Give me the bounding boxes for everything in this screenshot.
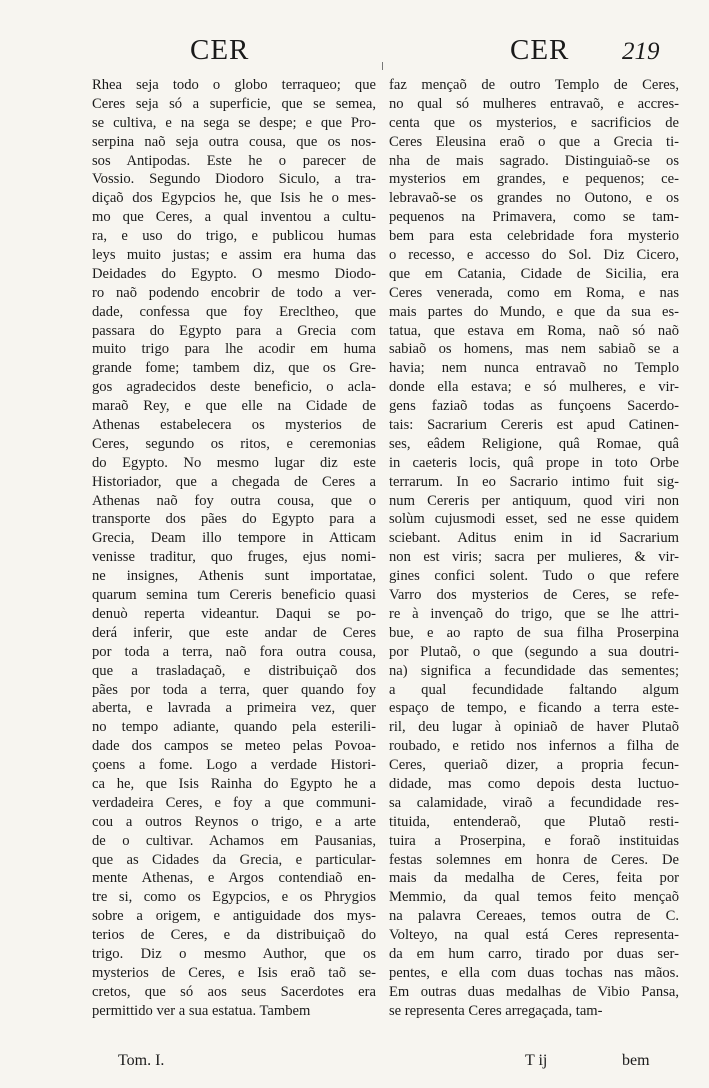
text-line: denuò reperta videantur. Daqui se po- (92, 605, 376, 622)
text-line: Athenas naõ foy outra cousa, que o (92, 492, 376, 509)
text-line: diçaõ dos Egypcios he, que Isis he o mes- (92, 190, 376, 207)
text-line: Ceres seja só a superficie, que se semea, (92, 95, 376, 112)
text-line: Ceres venerada, como em Roma, e nas (389, 284, 679, 301)
volume-mark: Tom. I. (118, 1052, 165, 1069)
text-line: gos agradecidos deste beneficio, o acla- (92, 379, 376, 396)
text-line: donde ella estava; e só mulheres, e vir- (389, 379, 679, 396)
text-line: Em outras duas medalhas de Vibio Pansa, (389, 983, 679, 1000)
text-line: centa que os mysterios, e sacrificios de (389, 114, 679, 131)
text-line: mais da medalha de Ceres, feita por (389, 870, 679, 887)
text-line: sabiaõ os homens, mas nem sabiaõ se a (389, 341, 679, 358)
text-line: ra, e uso do trigo, e publicou humas (92, 228, 376, 245)
text-line: re à invençaõ do trigo, que se lhe attri- (389, 605, 679, 622)
text-line: quarum semina tum Cereris beneficio quasi (92, 587, 376, 604)
text-line: do Egypto. No mesmo lugar diz este (92, 454, 376, 471)
text-line: Vossio. Segundo Diodoro Siculo, a tra- (92, 171, 376, 188)
text-line: se cultiva, e na sega se despe; e que Pro- (92, 114, 376, 131)
text-line: passara do Egypto para a Grecia com (92, 322, 376, 339)
text-line: mysterios em grandes, e pequenos; ce- (389, 171, 679, 188)
text-line: ne insignes, Athenis sunt importatae, (92, 568, 376, 585)
text-line: transporte dos pães do Egypto para a (92, 511, 376, 528)
text-line: mysterios de Ceres, e Isis eraõ taõ se- (92, 964, 376, 981)
text-line: Ceres, queriaõ dizer, a propria fecun- (389, 757, 679, 774)
text-line: roubado, e retido nos infernos a filha de (389, 738, 679, 755)
text-line: ses, eâdem Religione, quâ Romae, quâ (389, 435, 679, 452)
text-line: faz mençaõ de outro Templo de Ceres, (389, 77, 679, 93)
text-line: terrarum. In eo Sacrario intimo fuit sig- (389, 473, 679, 490)
text-line: permittido ver a sua estatua. Tambem (92, 1002, 311, 1019)
text-line: o recesso, e accesso do Sol. Diz Cicero, (389, 247, 679, 264)
text-line: Historiador, que a chegada de Ceres a (92, 473, 376, 490)
column-divider-mark (382, 62, 383, 70)
text-line: mente Athenas, e Argos contendiaõ en- (92, 870, 376, 887)
text-line: da em hum carro, tirado por duas ser- (389, 945, 679, 962)
running-head-right: CER (510, 34, 570, 66)
text-line: ril, deu lugar à opiniaõ de haver Plutaõ (389, 719, 679, 736)
text-line: lebravaõ-se os grandes no Outono, e os (389, 190, 679, 207)
text-line: festas solemnes em honra de Ceres. De (389, 851, 679, 868)
text-line: Grecia, Deam illo tempore in Atticam (92, 530, 376, 547)
text-line: num Cereris per antiquum, quod viri non (389, 492, 679, 509)
text-line: dade, confessa que foy Erecltheo, que (92, 303, 376, 320)
text-line: çoens a fome. Logo a verdade Histori- (92, 757, 376, 774)
running-head-left: CER (190, 34, 250, 66)
text-line: cou a outros Reynos o trigo, e a arte (92, 813, 376, 830)
text-line: bue, e ao rapto de sua filha Proserpina (389, 624, 679, 641)
text-line: Memmio, da qual temos feito mençaõ (389, 889, 679, 906)
text-line: grande fome; tambem diz, que os Gre- (92, 360, 376, 377)
text-line: que a trasladaçaõ, e distribuiçaõ dos (92, 662, 376, 679)
text-line: non est viris; sacra per mulieres, & vir- (389, 549, 679, 566)
text-line: na palavra Cereaes, temos outra de C. (389, 908, 679, 925)
text-line: dade dos campos se meteo pelas Povoa- (92, 738, 376, 755)
text-line: de o cultivar. Achamos em Pausanias, (92, 832, 376, 849)
text-line: trigo. Diz o mesmo Author, que os (92, 945, 376, 962)
text-line: Varro dos mysterios de Ceres, se refe- (389, 587, 679, 604)
text-line: solùm cujusmodi esset, sed ne esse quidem (389, 511, 679, 528)
text-line: Athenas estabelecera os mysterios de (92, 417, 376, 434)
page-footer (0, 1052, 709, 1076)
text-line: Volteyo, na qual está Ceres representa- (389, 927, 679, 944)
text-line: venisse traditur, quo fruges, ejus nomi- (92, 549, 376, 566)
text-line: pães por toda a terra, quer quando foy (92, 681, 376, 698)
text-line: in caeteris locis, quâ prope in toto Orbe (389, 454, 679, 471)
text-line: no qual só mulheres entravaõ, e accres- (389, 95, 679, 112)
text-line: Rhea seja todo o globo terraqueo; que (92, 77, 376, 93)
text-line: Ceres, segundo os ritos, e ceremonias (92, 435, 376, 452)
right-text-column (389, 76, 679, 1021)
text-line: que as Cidades da Grecia, e particular- (92, 851, 376, 868)
text-line: aberta, e lavrada a primeira vez, quer (92, 700, 376, 717)
page-number: 219 (622, 38, 660, 65)
text-line: Deidades do Egypto. O mesmo Diodo- (92, 265, 376, 282)
text-line: tatua, que estava em Roma, naõ só naõ (389, 322, 679, 339)
text-line: didade, mas como depois desta luctuo- (389, 775, 679, 792)
text-line: Ceres Eleusina eraõ o que a Grecia ti- (389, 133, 679, 150)
signature-mark: T ij (525, 1052, 548, 1069)
text-line: espaço de tempo, e ficando a terra este- (389, 700, 679, 717)
text-line: tre si, como os Egypcios, e os Phrygios (92, 889, 376, 906)
text-line: ca he, que Isis Rainha do Egypto he a (92, 775, 376, 792)
text-line: sa calamidade, viraõ a fecundidade res- (389, 794, 679, 811)
text-line: cretos, que só aos seus Sacerdotes era (92, 983, 376, 1000)
text-line: pequenos na Primavera, como se tam- (389, 209, 679, 226)
text-line: nha de mais sagrado. Distinguiaõ-se os (389, 152, 679, 169)
text-line: sobre a origem, e antiguidade dos mys- (92, 908, 376, 925)
text-line: a qual fecundidade faltando algum (389, 681, 679, 698)
text-line: gines confici solent. Tudo o que refere (389, 568, 679, 585)
text-line: sciebant. Aditus enim in id Sacrarium (389, 530, 679, 547)
text-line: mo que Ceres, a qual inventou a cultu- (92, 209, 376, 226)
text-line: tituida, entenderaõ, que Plutaõ resti- (389, 813, 679, 830)
text-line: muito trigo para lhe acodir em huma (92, 341, 376, 358)
text-line: gens faziaõ todas as funçoens Sacerdo- (389, 398, 679, 415)
text-line: maraõ Rey, e que elle na Cidade de (92, 398, 376, 415)
text-line: verdadeira Ceres, e foy a que communi- (92, 794, 376, 811)
text-line: pentes, e ella com duas tochas nas mãos. (389, 964, 679, 981)
text-line: sos Antipodas. Este he o parecer de (92, 152, 376, 169)
text-line: mais partes do Mundo, e que da sua es- (389, 303, 679, 320)
text-line: bem para esta celebridade fora mysterio (389, 228, 679, 245)
left-text-column (92, 76, 376, 1021)
catchword: bem (622, 1052, 650, 1069)
text-line: por Plutaõ, o que (segundo a sua doutri- (389, 643, 679, 660)
text-line: tuira a Proserpina, e foraõ instituidas (389, 832, 679, 849)
text-line: se representa Ceres arregaçada, tam- (389, 1002, 603, 1019)
text-line: serpina naõ seja outra cousa, que os nos- (92, 133, 376, 150)
text-line: tais: Sacrarium Cereris est apud Catinen- (389, 417, 679, 434)
text-line: ro naõ podendo encobrir de todo a ver- (92, 284, 376, 301)
running-head (0, 34, 709, 74)
text-line: por toda a terra, naõ fora outra cousa, (92, 643, 376, 660)
text-line: leys muito justas; e assim era huma das (92, 247, 376, 264)
text-line: que em Catania, Cidade de Sicilia, era (389, 265, 679, 282)
text-line: na) significa a fecundidade das sementes; (389, 662, 679, 679)
text-line: derá inferir, que este andar de Ceres (92, 624, 376, 641)
text-line: no tempo adiante, quando pela esterili- (92, 719, 376, 736)
text-line: havia; nem nunca entravaõ no Templo (389, 360, 679, 377)
text-line: terios de Ceres, e da distribuiçaõ do (92, 927, 376, 944)
